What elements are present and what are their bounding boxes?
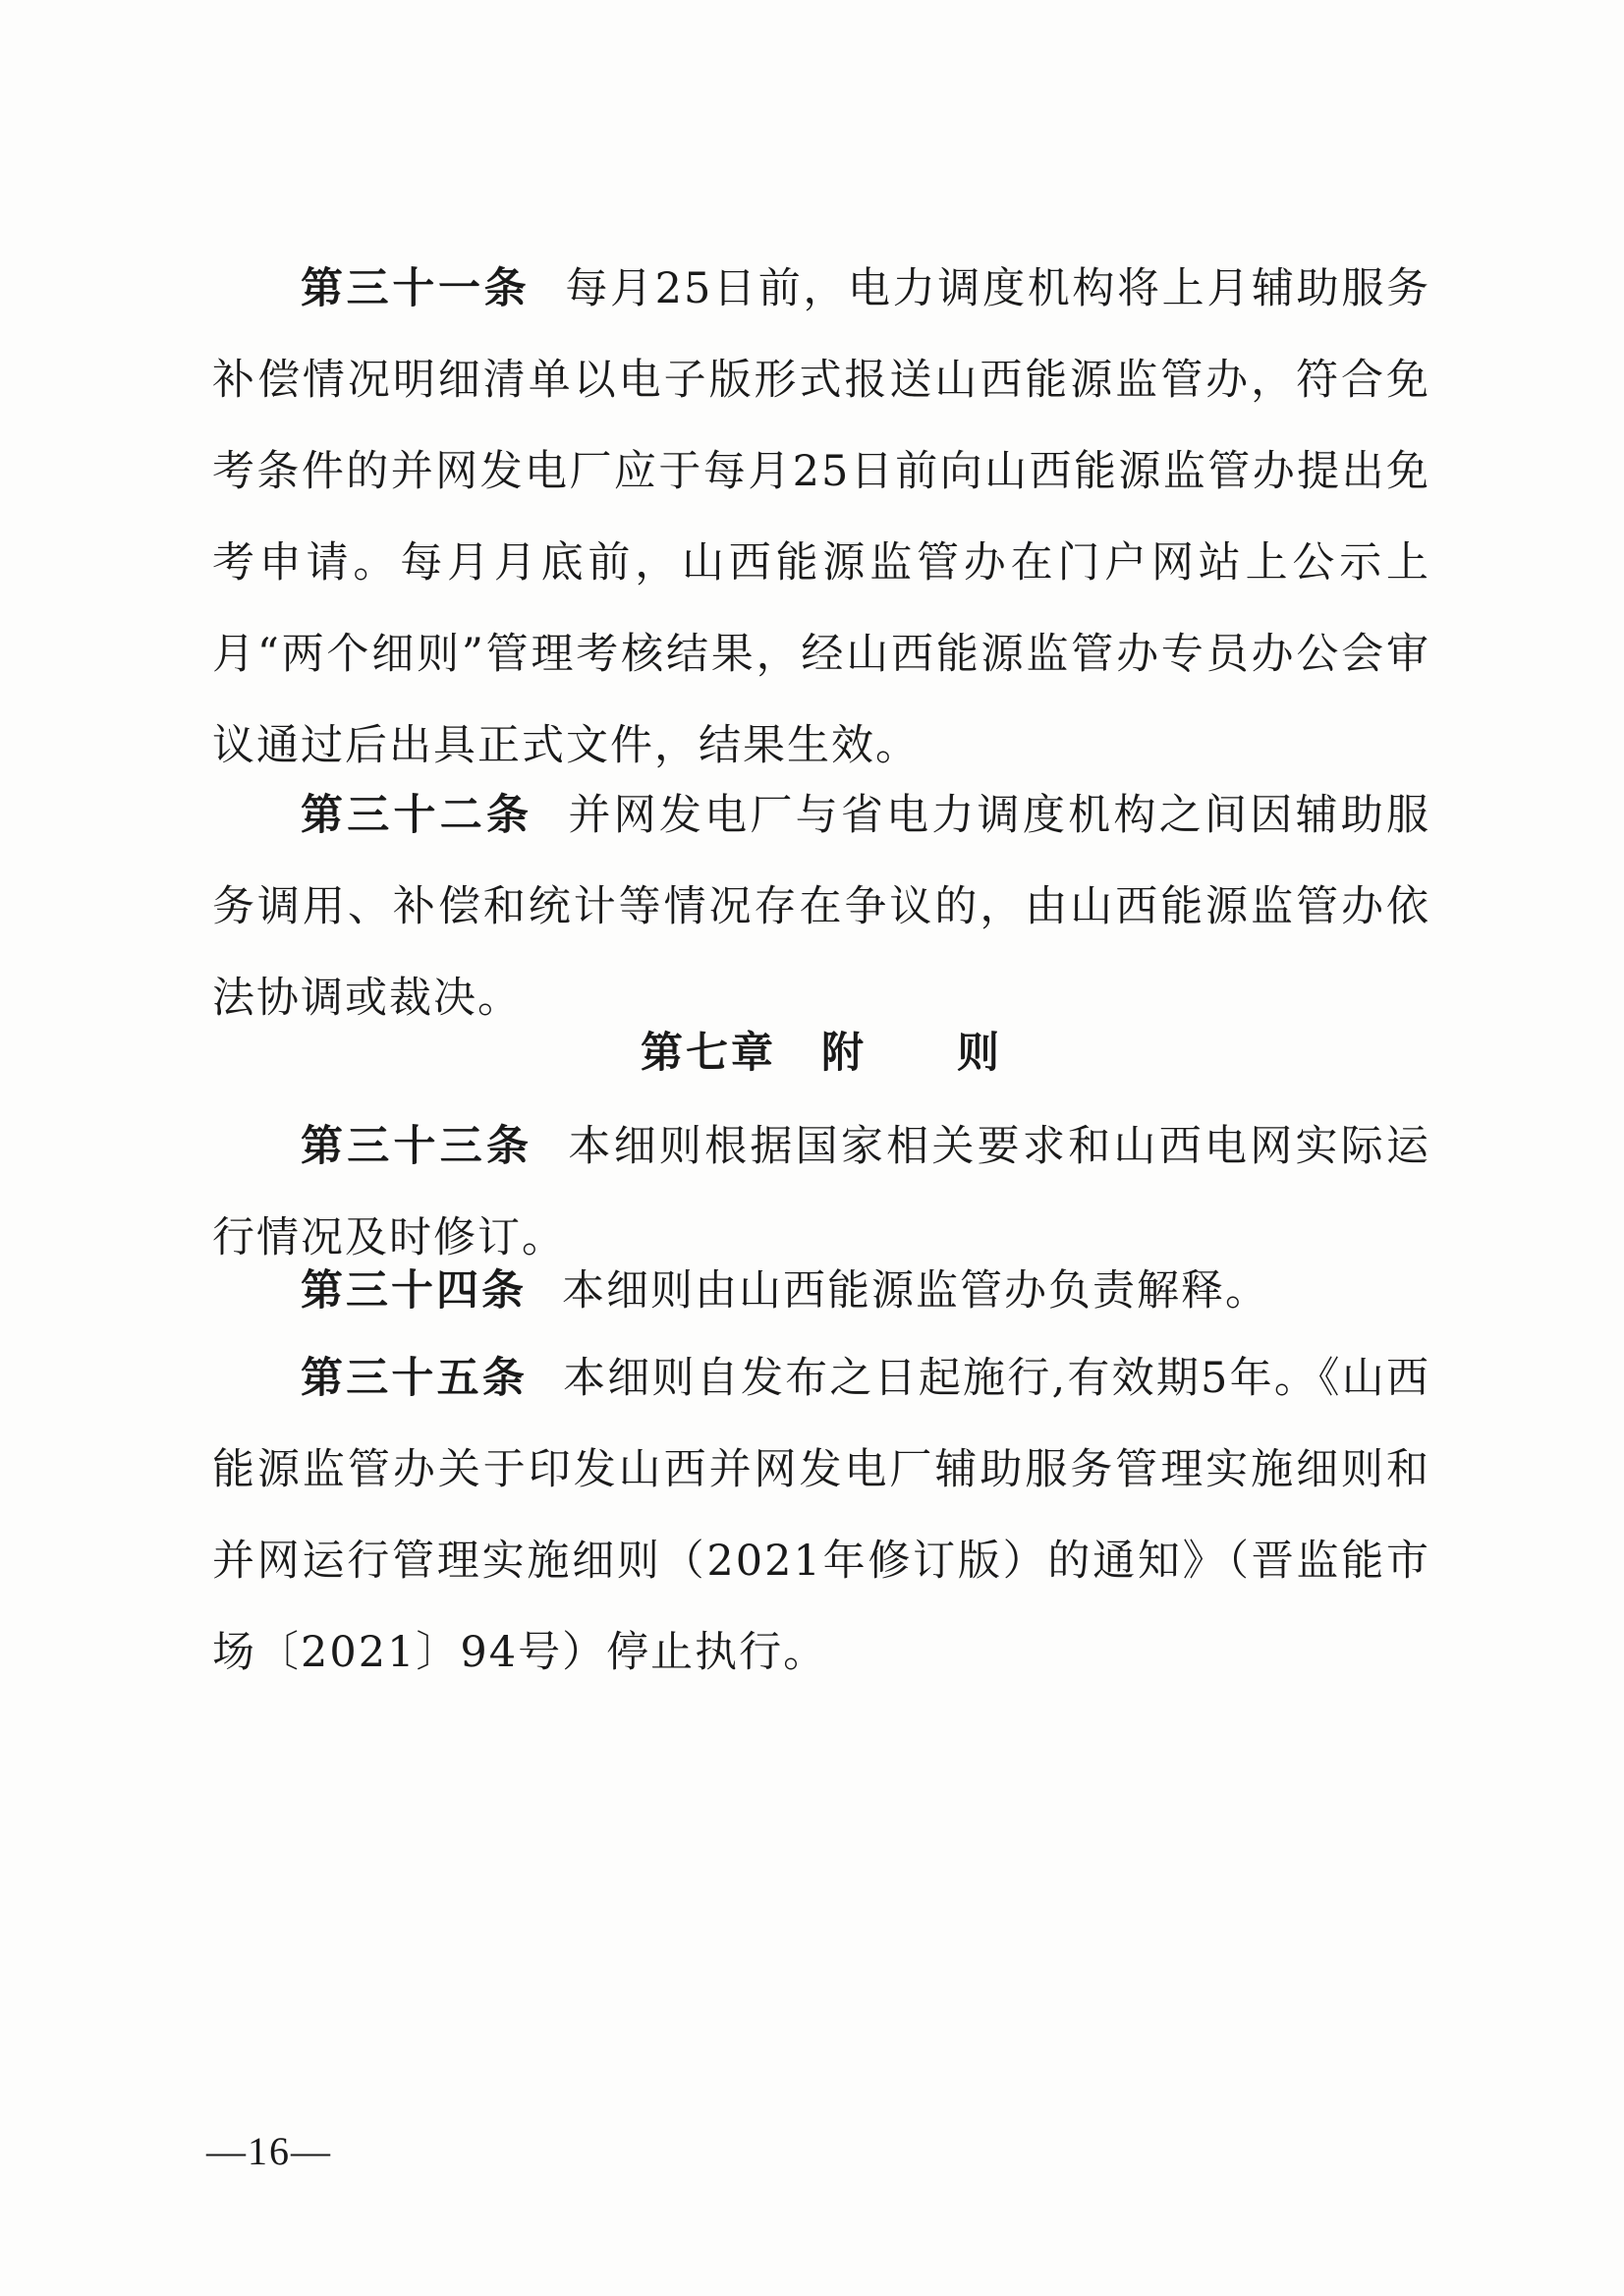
article-text: 本细则由山西能源监管办负责解释。 [562,1266,1269,1316]
article-text: 并网发电厂与省电力调度机构之间因辅助服务调用、补偿和统计等情况存在争议的，由山西能源监管办依法协调或裁决。 [212,791,1431,1023]
article-number: 第三十五条 [301,1354,529,1403]
article-text: 本细则根据国家相关要求和山西电网实际运行情况及时修订。 [212,1122,1431,1262]
article-number: 第三十三条 [301,1122,533,1171]
article-35 [212,1333,1430,1699]
article-34 [212,1246,1430,1337]
article-text: 本细则自发布之日起施行,有效期5年。《山西能源监管办关于印发山西并网发电厂辅助服务管理实施细则和并网运行管理实施细则（2021年修订版）的通知》（晋监能市场〔2021〕94号）停止执行。 [212,1354,1430,1677]
article-number: 第三十二条 [301,791,533,840]
page-number: —16— [206,2129,332,2173]
article-number: 第三十一条 [301,264,531,313]
article-32 [212,770,1430,1044]
article-text: 每月25日前，电力调度机构将上月辅助服务补偿情况明细清单以电子版形式报送山西能源监管办，符合免考条件的并网发电厂应于每月25日前向山西能源监管办提出免考申请。每月月底前，山西能源监管办在门户网站上公示上月“两个细则”管理考核结果，经山西能源监管办专员办公会审议通过后出具正式文件，结果生效。 [212,264,1431,770]
chapter-heading: 第七章 附 则 [641,1029,1002,1078]
article-31 [212,244,1430,792]
article-number: 第三十四条 [301,1266,527,1316]
